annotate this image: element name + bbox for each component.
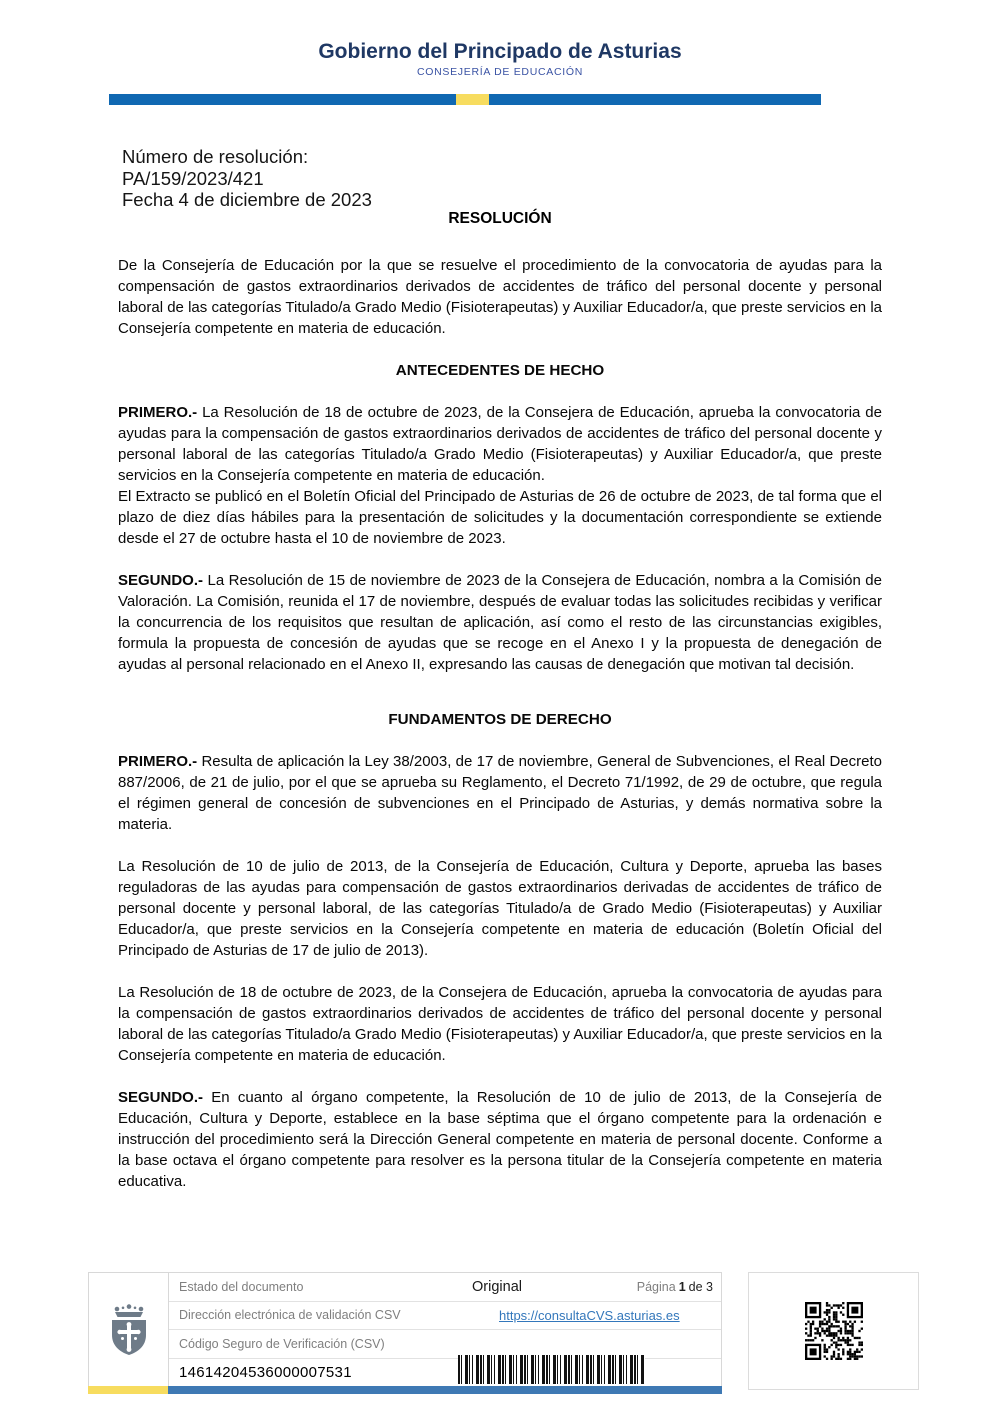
page-total: de 3 [688,1279,713,1294]
header-bar-blue-right [489,94,821,105]
resolution-meta [122,146,372,211]
section-heading: FUNDAMENTOS DE DERECHO [388,711,612,728]
qr-box [748,1272,919,1390]
body-paragraph: La Resolución de 18 de octubre de 2023, de la Consejera de Educación, aprueba la convocatoria de ayudas para la compensación de gastos extraordinarios derivados de accidentes de tráfico del personal docente y personal laboral de las categorías Titulado/a Grado Medio (Fisioterapeutas) y Auxiliar Educador/a, que preste servicios en la Consejería competente en materia de educación. [118,984,882,1064]
footer-accent-bar [88,1386,722,1394]
doc-title: RESOLUCIÓN [448,210,552,227]
body-paragraph: PRIMERO.- La Resolución de 18 de octubre de 2023, de la Consejera de Educación, aprueba la convocatoria de ayudas para la compensación de gastos extraordinarios derivados de accidentes de tráfico del personal docente y personal laboral de las categorías Titulado/a Grado Medio (Fisioterapeutas) y Auxiliar Educador/a, que preste servicios en la Consejería competente en materia de educación. [118,404,882,484]
paragraph-lead: SEGUNDO.- [118,572,204,589]
body-paragraph: SEGUNDO.- En cuanto al órgano competente, la Resolución de 10 de julio de 2013, de la Consejería de Educación, Cultura y Deporte, establece en la base séptima que el órgano competente para la ordenación e instrucción del procedimiento será la Dirección General competente en materia de personal docente. Conforme a la base octava el órgano competente para resolver es la persona titular de la Consejería competente en materia educativa. [118,1089,882,1190]
footer-row-validation [169,1302,721,1331]
body-paragraph: El Extracto se publicó en el Boletín Oficial del Principado de Asturias de 26 de octubre de 2023, de tal forma que el plazo de diez días hábiles para la presentación de solicitudes y la documentación correspondiente se extiende desde el 27 de octubre hasta el 10 de noviembre de 2023. [118,488,882,547]
body-paragraph: De la Consejería de Educación por la que se resuelve el procedimiento de la convocatoria de ayudas para la compensación de gastos extraordinarios derivados de accidentes de tráfico del personal docente y personal laboral de las categorías Titulado/a Grado Medio (Fisioterapeutas) y Auxiliar Educador/a, que preste servicios en la Consejería competente en materia de educación. [118,257,882,337]
header-accent-bar [109,94,821,105]
gov-subtitle: CONSEJERÍA DE EDUCACIÓN [416,66,584,78]
header-bar-yellow [456,94,489,105]
resolution-number-value: PA/159/2023/421 [122,167,264,189]
footer-row-csv-code [169,1359,721,1387]
header-bar-blue-left [109,94,456,105]
document-body [118,255,882,1213]
validation-label: Dirección electrónica de validación CSV [179,1308,401,1323]
paragraph-lead: SEGUNDO.- [118,1089,204,1106]
footer-bar-blue [168,1386,722,1394]
asturias-coat-of-arms-icon [107,1301,151,1359]
csv-label: Código Seguro de Verificación (CSV) [179,1336,385,1351]
body-paragraph: PRIMERO.- Resulta de aplicación la Ley 38/2003, de 17 de noviembre, General de Subvenciones, el Real Decreto 887/2006, de 21 de julio, por el que se aprueba su Reglamento, el Decreto 71/1992, de 29 de octubre, que regula el régimen general de concesión de subvenciones en el Principado de Asturias, y demás normativa sobre la materia. [118,753,882,833]
paragraph-lead: PRIMERO.- [118,753,198,770]
section-heading: ANTECEDENTES DE HECHO [395,362,605,379]
page-label: Página [636,1279,676,1294]
footer-bar-yellow [88,1386,168,1394]
csv-validation-link[interactable]: https://consultaCVS.asturias.es [499,1307,680,1323]
footer-validation-box [88,1272,722,1386]
page-number: 1 [678,1279,686,1294]
barcode [458,1355,645,1384]
footer-row-estado [169,1273,721,1302]
body-paragraph: La Resolución de 10 de julio de 2013, de la Consejería de Educación, Cultura y Deporte, aprueba las bases reguladoras de las ayudas para compensación de gastos extraordinarios derivadas de accidentes de tráfico de personal docente y personal laboral, de las categorías Titulado/a de Grado Medio (Fisioterapeutas) y Auxiliar Educador/a, que preste servicios en la Consejería competente en materia de educación (Boletín Oficial del Principado de Asturias de 17 de julio de 2013). [118,858,882,959]
csv-code: 14614204536000007531 [179,1363,352,1381]
resolution-number-label: Número de resolución: [122,146,309,167]
shield-cell [89,1273,169,1386]
estado-label: Estado del documento [179,1279,304,1294]
qr-code-icon [805,1302,863,1360]
page-indicator [637,1280,713,1294]
resolution-date: Fecha 4 de diciembre de 2023 [122,189,372,210]
paragraph-lead: PRIMERO.- [118,404,198,421]
estado-value: Original [472,1278,522,1295]
body-paragraph: SEGUNDO.- La Resolución de 15 de noviembre de 2023 de la Consejera de Educación, nombra a la Comisión de Valoración. La Comisión, reunida el 17 de noviembre, después de evaluar todas las solicitudes recibidas y verificar la concurrencia de los requisitos que resultan de aplicación, así como el resto de las circunstancias exigibles, formula la propuesta de concesión de ayudas que se recoge en el Anexo I y la propuesta de denegación de ayudas al personal relacionado en el Anexo II, expresando las causas de denegación que motivan tal decisión. [118,572,882,673]
footer-rows [169,1273,721,1386]
gov-title: Gobierno del Principado de Asturias [318,40,682,63]
